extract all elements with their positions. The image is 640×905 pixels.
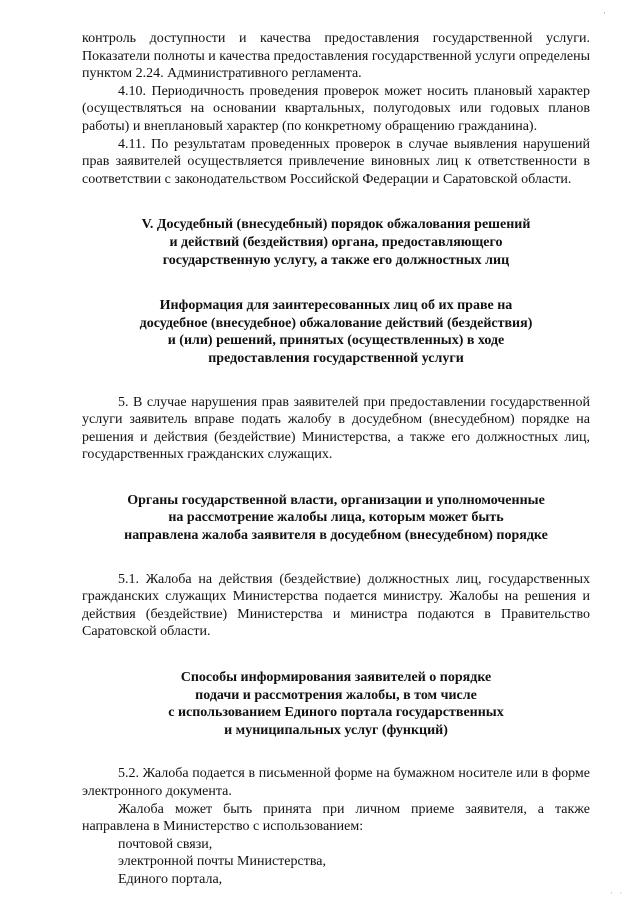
paragraph-5: 5. В случае нарушения прав заявителей при предоставлении государственной услуги заявитель вправе подать жалобу в досудебном (внесудебном) порядке на решения и действия (бездействие) Министерства, а также его должностных лиц, государственных гражданских служащих. [82, 394, 590, 463]
paragraph-submission: Жалоба может быть принята при личном приеме заявителя, а также направлена в Министерство с использованием: [82, 801, 590, 835]
info-heading [82, 297, 590, 367]
heading-line: государственную услугу, а также его должностных лиц [162, 252, 510, 268]
list-item: электронной почты Министерства, [118, 854, 326, 870]
heading-line: Информация для заинтересованных лиц об их праве на [159, 298, 513, 314]
heading-line: и действий (бездействия) органа, предоставляющего [169, 234, 503, 250]
paragraph-5-2: 5.2. Жалоба подается в письменной форме на бумажном носителе или в форме электронного документа. [82, 766, 590, 799]
heading-line: и (или) решений, принятых (осуществленных) в ходе [167, 333, 505, 349]
list-item: Единого портала, [118, 871, 223, 887]
document-body [82, 30, 590, 889]
section-v-heading [82, 216, 590, 269]
heading-line: с использованием Единого портала государственных [168, 705, 504, 721]
heading-line: досудебное (внесудебное) обжалование действий (бездействия) [139, 315, 533, 331]
scan-artifact: · · [610, 888, 625, 898]
heading-line: подачи и рассмотрения жалобы, в том числе [195, 687, 477, 703]
paragraph-5-1: 5.1. Жалоба на действия (бездействие) должностных лиц, государственных гражданских служащих Министерства подается министру. Жалобы на решения и действия (бездействие) Министерства и министра подаются в Правительство Саратовской области. [82, 571, 590, 640]
heading-line: V. Досудебный (внесудебный) порядок обжалования решений [141, 217, 531, 233]
informing-heading [82, 669, 590, 739]
heading-line: Способы информирования заявителей о порядке [180, 670, 492, 686]
heading-line: на рассмотрение жалобы лица, которым может быть [168, 510, 504, 526]
heading-line: Органы государственной власти, организации и уполномоченные [127, 492, 545, 508]
heading-line: и муниципальных услуг (функций) [224, 722, 448, 738]
authorities-heading [82, 492, 590, 545]
paragraph-4-11: 4.11. По результатам проведенных проверок в случае выявления нарушений прав заявителей осуществляется привлечение виновных лиц к ответственности в соответствии с законодательством Российской Федерации и Саратовской области. [82, 136, 590, 187]
paragraph-4-10: 4.10. Периодичность проведения проверок может носить плановый характер (осуществляться на основании квартальных, полугодовых или годовых планов работы) и внеплановый характер (по конкретному обращению гражданина). [82, 83, 590, 134]
paragraph-quality-control: контроль доступности и качества предоставления государственной услуги. Показатели полноты и качества предоставления государственной услуги определены пунктом 2.24. Административного регламента. [82, 31, 590, 82]
heading-line: предоставления государственной услуги [208, 350, 464, 366]
heading-line: направлена жалоба заявителя в досудебном (внесудебном) порядке [124, 528, 548, 544]
scan-mark: · [603, 8, 606, 18]
list-item: почтовой связи, [118, 836, 213, 852]
